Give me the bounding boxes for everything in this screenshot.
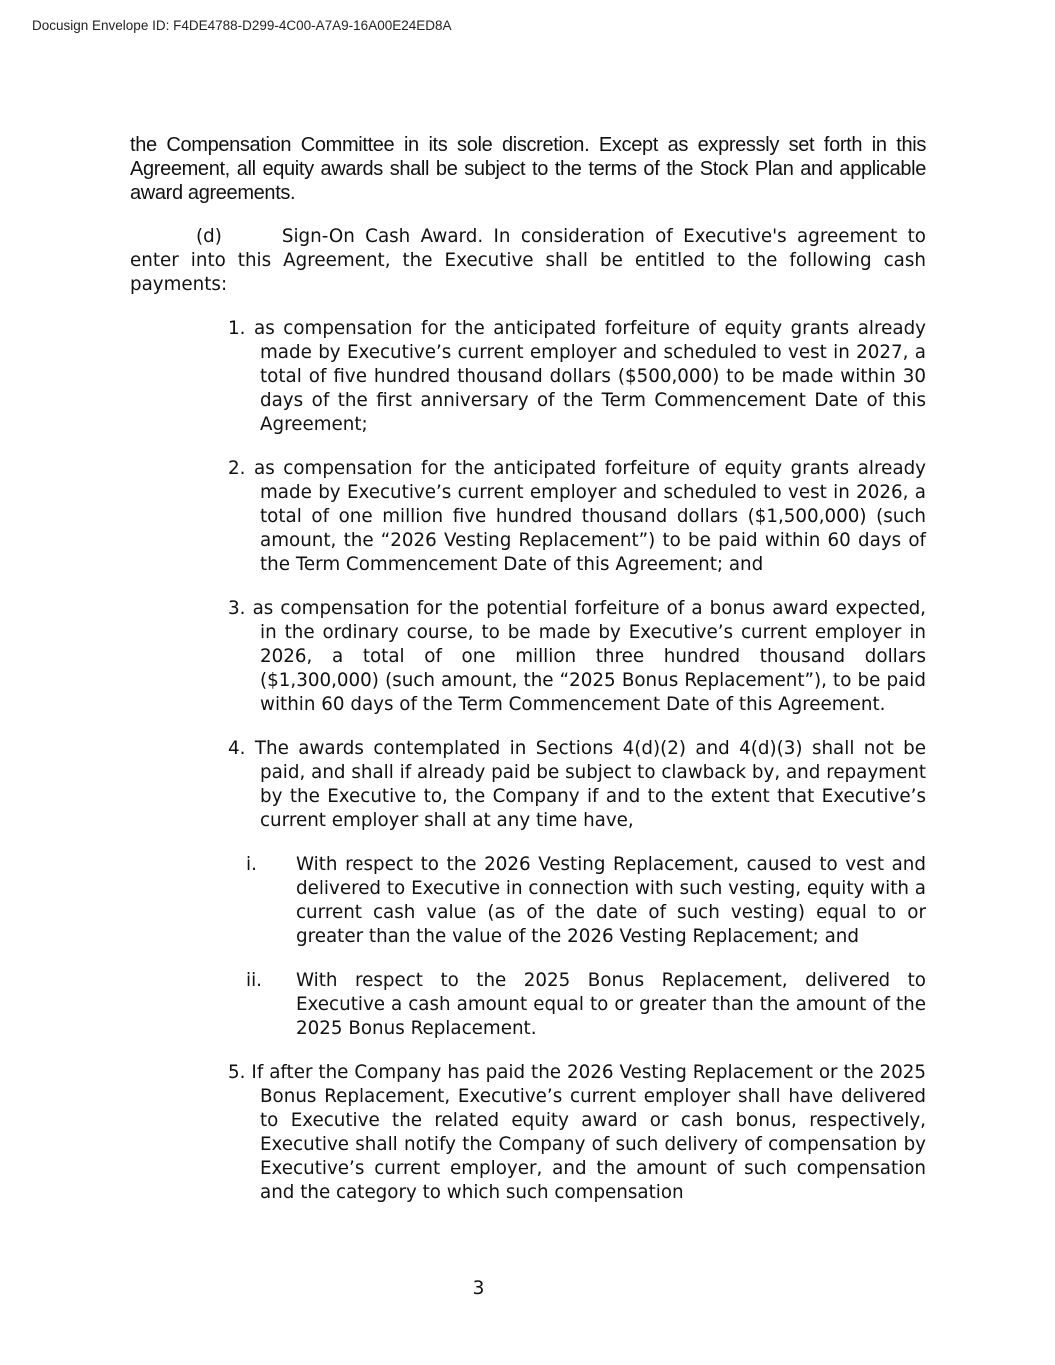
document-body (130, 133, 926, 1205)
intro-paragraph: the Compensation Committee in its sole discretion. Except as expressly set forth in this Agreement, all equity awards shall be subject to the terms of the Stock Plan and applicable award agreements. (130, 134, 926, 204)
list-item-text: as compensation for the anticipated forfeiture of equity grants already made by Executive’s current employer and scheduled to vest in 2026, a total of one million five hundred thousand dollars ($1,500,000) (such amount, the “2026 Vesting Replacement”) to be paid within 60 days of the Term Commencement Date of this Agreement; and (254, 458, 926, 575)
list-item-number: 1. (228, 318, 246, 339)
list-item-text: as compensation for the potential forfeiture of a bonus award expected, in the ordinary course, to be made by Executive’s current employer in 2026, a total of one million three hundred thousand dollars ($1,300,000) (such amount, the “2025 Bonus Replacement”), to be paid within 60 days of the Term Commencement Date of this Agreement. (252, 598, 926, 715)
list-item-5 (228, 1061, 926, 1205)
list-item-number: 5. (228, 1062, 246, 1083)
sub-item-i (228, 853, 926, 949)
section-d-label: (d) (196, 226, 222, 247)
list-item-1 (228, 317, 926, 437)
list-item-text: as compensation for the anticipated forfeiture of equity grants already made by Executive’s current employer and scheduled to vest in 2027, a total of five hundred thousand dollars ($500,000) to be made within 30 days of the first anniversary of the Term Commencement Date of this Agreement; (254, 318, 926, 435)
sub-item-number: i. (246, 854, 257, 875)
list-item-text: The awards contemplated in Sections 4(d)(2) and 4(d)(3) shall not be paid, and shall if already paid be subject to clawback by, and repayment by the Executive to, the Company if and to the extent that Executive’s current employer shall at any time have, (254, 738, 926, 831)
sub-item-text: With respect to the 2025 Bonus Replacement, delivered to Executive a cash amount equal to or greater than the amount of the 2025 Bonus Replacement. (296, 970, 926, 1039)
sub-item-number: ii. (246, 970, 262, 991)
sub-item-text: With respect to the 2026 Vesting Replacement, caused to vest and delivered to Executive in connection with such vesting, equity with a current cash value (as of the date of such vesting) equal to or greater than the value of the 2026 Vesting Replacement; and (296, 854, 926, 947)
page-number: 3 (472, 1278, 485, 1299)
list-item-number: 3. (228, 598, 246, 619)
section-d-paragraph (130, 225, 926, 297)
list-item-text: If after the Company has paid the 2026 Vesting Replacement or the 2025 Bonus Replacement, Executive’s current employer shall have delivered to Executive the related equity award or cash bonus, respectively, Executive shall notify the Company of such delivery of compensation by Executive’s current employer, and the amount of such compensation and the category to which such compensation (251, 1062, 926, 1203)
list-item-number: 2. (228, 458, 246, 479)
section-d-text: Sign-On Cash Award. In consideration of Executive's agreement to enter into this Agreement, the Executive shall be entitled to the following cash payments: (130, 226, 926, 295)
sub-item-ii (228, 969, 926, 1041)
list-item-2 (228, 457, 926, 577)
list-item-3 (228, 597, 926, 717)
list-item-4 (228, 737, 926, 833)
docusign-envelope-id: Docusign Envelope ID: F4DE4788-D299-4C00-A7A9-16A00E24ED8A (32, 18, 452, 33)
list-item-number: 4. (228, 738, 246, 759)
